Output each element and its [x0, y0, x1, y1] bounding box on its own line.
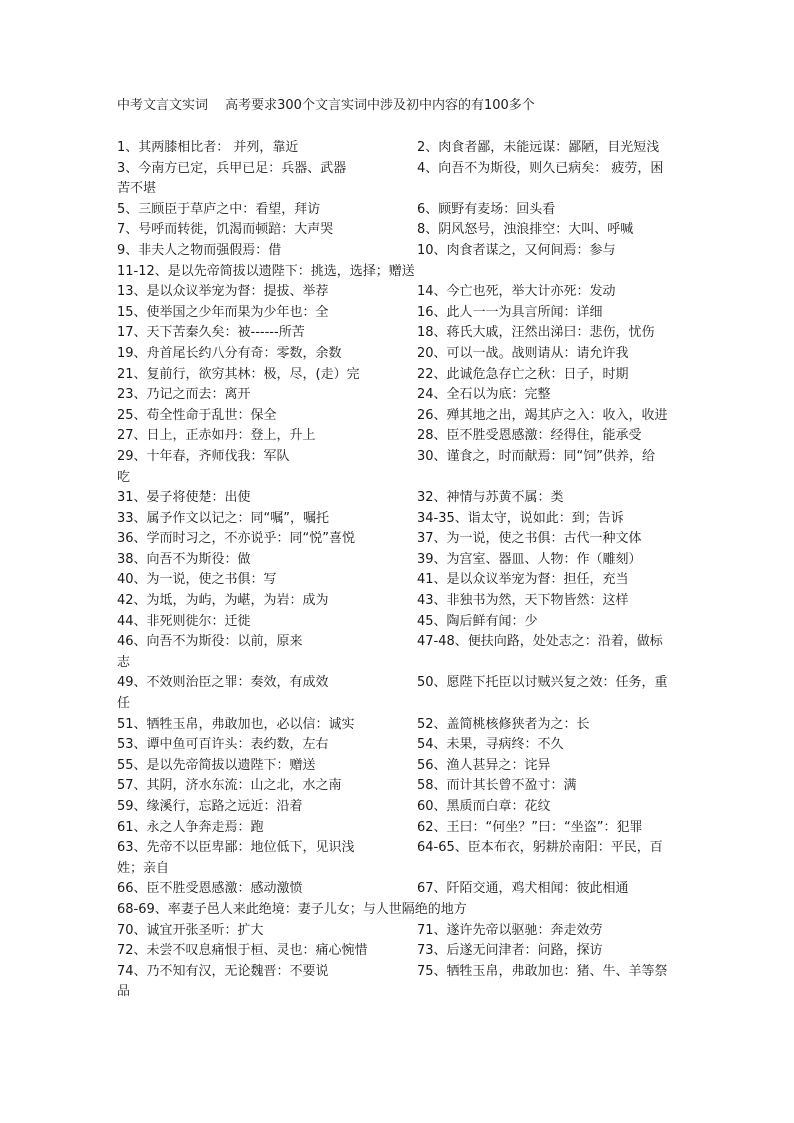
- vocab-entry-left: 55、是以先帝简拔以遗陛下：赠送: [117, 757, 316, 773]
- vocab-row: [117, 735, 689, 756]
- vocab-entry-right: 60、黑质而白章：花纹: [417, 799, 551, 814]
- vocab-entry-left: 66、臣不胜受恩感激：感动激愤: [117, 881, 303, 897]
- vocab-entry-right: 20、可以一战。战则请从：请允许我: [417, 345, 629, 361]
- vocab-entry-left: 7、号呼而转徙，饥渴而顿踣：大声哭: [117, 222, 334, 238]
- vocab-row: [117, 303, 689, 324]
- vocab-entry-continuation: 吃: [117, 469, 131, 485]
- vocab-entry-left: 57、其阴，济水东流：山之北，水之南: [117, 778, 342, 794]
- vocab-row: [117, 159, 689, 200]
- vocab-row: [117, 715, 689, 736]
- vocab-entry-left: 13、是以众议举宠为督：提拔、举荐: [117, 284, 329, 300]
- vocab-entry-left: 63、先帝不以臣卑鄙：地位低下，见识浅: [117, 840, 355, 856]
- vocab-entry-right: 75、牺牲玉帛，弗敢加也：猪、牛、羊等祭: [417, 963, 668, 979]
- vocab-entry-continuation: 任: [117, 696, 131, 712]
- vocab-entry-left: 74、乃不知有汉，无论魏晋：不要说: [117, 963, 329, 979]
- vocab-entry-right: 14、今亡也死，举大计亦死：发动: [417, 284, 616, 300]
- vocab-row: [117, 591, 689, 612]
- vocab-entry-right: 24、全石以为底：完整: [417, 387, 551, 403]
- vocab-entry-right: 62、王曰：“何坐？”曰：“坐盗”：犯罪: [417, 819, 643, 835]
- vocab-entry-left: 53、谭中鱼可百许头：表约数，左右: [117, 737, 329, 753]
- vocab-entry-left: 17、天下苦秦久矣：被------所苦: [117, 325, 305, 341]
- vocab-entry-right: 10、肉食者谋之，又何间焉：参与: [417, 242, 616, 258]
- vocab-entry-continuation: 苦不堪: [117, 181, 157, 197]
- vocab-entry-left: 46、向吾不为斯役：以前，原来: [117, 634, 303, 650]
- vocab-row: [117, 673, 689, 714]
- vocab-row: [117, 509, 689, 530]
- vocab-entry-right: 43、非独书为然，天下物皆然：这样: [417, 593, 629, 609]
- vocab-entry-right: 54、未果，寻病终：不久: [417, 737, 564, 753]
- vocab-entry-left: 31、晏子将使楚：出使: [117, 490, 251, 506]
- vocab-entry-right: 8、阴风怒号，浊浪排空：大叫、呼喊: [417, 222, 634, 238]
- vocab-entry-left: 19、舟首尾长约八分有奇：零数，余数: [117, 345, 342, 361]
- vocab-entry-right: 45、陶后鲜有闻：少: [417, 613, 538, 629]
- vocab-row: [117, 488, 689, 509]
- vocab-row: [117, 220, 689, 241]
- vocab-entry-right: 41、是以众议举宠为督：担任，充当: [417, 572, 629, 588]
- vocab-entry-left: 9、非夫人之物而强假焉：借: [117, 242, 282, 258]
- vocab-entry-left: 33、属予作文以记之：同“嘱”，嘱托: [117, 510, 330, 526]
- vocab-entry-left: 42、为坻，为屿，为嵁，为岩：成为: [117, 593, 329, 609]
- vocab-entry-right: 28、臣不胜受恩感激：经得住，能承受: [417, 428, 642, 444]
- vocab-entry-right: 39、为宫室、器皿、人物：作（雕刻）: [417, 551, 642, 567]
- vocab-entry-left: 23、乃记之而去：离开: [117, 387, 251, 403]
- vocab-entry-right: 64-65、臣本布衣，躬耕於南阳：平民，百: [417, 840, 663, 856]
- vocab-row: [117, 323, 689, 344]
- vocab-row: [117, 447, 689, 488]
- vocab-entry-continuation: 姓；亲自: [117, 860, 170, 876]
- vocab-row: [117, 282, 689, 303]
- vocab-entry-left: 3、今南方已定，兵甲已足：兵器、武器: [117, 160, 347, 176]
- vocab-entry-right: 47-48、便扶向路，处处志之：沿着，做标: [417, 634, 663, 650]
- vocab-entry-left: 70、诚宜开张圣听：扩大: [117, 922, 264, 938]
- vocab-row: [117, 406, 689, 427]
- vocab-entry-left: 40、为一说，使之书俱：写: [117, 572, 277, 588]
- vocab-entry-right: 56、渔人甚异之：诧异: [417, 757, 551, 773]
- vocab-entry-left: 38、向吾不为斯役：做: [117, 551, 251, 567]
- vocab-row: [117, 200, 689, 221]
- vocab-entry-right: 37、为一说，使之书俱：古代一种文体: [417, 531, 642, 547]
- vocab-row: [117, 941, 689, 962]
- vocab-row: [117, 262, 689, 283]
- vocabulary-list: [117, 138, 689, 1003]
- vocab-row: [117, 570, 689, 591]
- vocab-row: [117, 776, 689, 797]
- vocab-entry-right: 73、后遂无问津者：问路，探访: [417, 943, 603, 959]
- vocab-row: [117, 612, 689, 633]
- vocab-row: [117, 756, 689, 777]
- page-title: 中考文言文实词 高考要求300个文言实词中涉及初中内容的有100多个: [117, 98, 535, 113]
- vocab-entry-left: 61、永之人争奔走焉：跑: [117, 819, 264, 835]
- vocab-entry-left: 36、学而时习之，不亦说乎：同“悦”喜悦: [117, 531, 356, 547]
- vocab-entry-left: 5、三顾臣于草庐之中：看望，拜访: [117, 201, 321, 217]
- vocab-row: [117, 962, 689, 1003]
- vocab-entry-full: 11-12、是以先帝简拔以遗陛下：挑选，选择；赠送: [117, 263, 415, 279]
- vocab-entry-right: 26、殚其地之出，竭其庐之入：收入，收进: [417, 407, 668, 423]
- vocab-row: [117, 426, 689, 447]
- vocab-entry-right: 6、顾野有麦场：回头看: [417, 201, 556, 217]
- vocab-entry-right: 30、谨食之，时而献焉：同“饲”供养，给: [417, 448, 656, 464]
- vocab-row: [117, 900, 689, 921]
- vocab-entry-right: 18、蒋氏大戚，汪然出涕曰：悲伤，忧伤: [417, 325, 655, 341]
- vocab-row: [117, 632, 689, 673]
- vocab-entry-left: 1、其两膝相比者： 并列，靠近: [117, 140, 299, 155]
- vocab-row: [117, 138, 689, 159]
- vocab-row: [117, 838, 689, 879]
- vocab-entry-left: 29、十年春，齐师伐我：军队: [117, 448, 290, 464]
- vocab-entry-right: 2、肉食者鄙，未能远谋：鄙陋，目光短浅: [417, 140, 660, 155]
- vocab-entry-left: 72、未尝不叹息痛恨于桓、灵也：痛心惋惜: [117, 943, 368, 959]
- vocab-entry-continuation: 志: [117, 654, 131, 670]
- vocab-row: [117, 550, 689, 571]
- vocab-entry-left: 27、日上，正赤如丹：登上，升上: [117, 428, 316, 444]
- vocab-entry-full: 68-69、率妻子邑人来此绝境：妻子儿女；与人世隔绝的地方: [117, 901, 467, 917]
- vocab-entry-right: 50、愿陛下托臣以讨贼兴复之效：任务，重: [417, 675, 668, 691]
- vocab-entry-right: 32、神情与苏黄不属：类: [417, 490, 564, 506]
- vocab-row: [117, 529, 689, 550]
- vocab-row: [117, 879, 689, 900]
- vocab-entry-right: 67、阡陌交通，鸡犬相闻：彼此相通: [417, 881, 629, 897]
- vocab-entry-left: 15、使举国之少年而果为少年也：全: [117, 304, 329, 320]
- vocab-row: [117, 241, 689, 262]
- vocab-entry-right: 16、此人一一为具言所闻：详细: [417, 304, 603, 320]
- vocab-entry-left: 59、缘溪行，忘路之远近：沿着: [117, 799, 303, 814]
- vocab-entry-right: 58、而计其长曾不盈寸：满: [417, 778, 577, 794]
- vocab-row: [117, 921, 689, 942]
- vocab-entry-left: 51、牺牲玉帛，弗敢加也，必以信：诚实: [117, 716, 355, 732]
- vocab-row: [117, 385, 689, 406]
- vocab-entry-right: 52、盖简桃核修狭者为之：长: [417, 716, 590, 732]
- vocab-row: [117, 365, 689, 386]
- vocab-entry-right: 4、向吾不为斯役，则久已病矣： 疲劳，困: [417, 160, 664, 176]
- vocab-entry-left: 21、复前行，欲穷其林：极，尽，(走）完: [117, 366, 360, 382]
- vocab-entry-left: 44、非死则徙尔：迁徙: [117, 613, 251, 629]
- vocab-entry-continuation: 品: [117, 984, 131, 1000]
- vocab-entry-right: 71、遂许先帝以驱驰：奔走效劳: [417, 922, 603, 938]
- vocab-entry-left: 49、不效则治臣之罪：奏效，有成效: [117, 675, 329, 691]
- vocab-entry-right: 34-35、诣太守，说如此：到；告诉: [417, 510, 624, 526]
- vocab-row: [117, 797, 689, 818]
- vocab-row: [117, 818, 689, 839]
- vocab-row: [117, 344, 689, 365]
- vocab-entry-right: 22、此诚危急存亡之秋：日子，时期: [417, 366, 629, 382]
- vocab-entry-left: 25、苟全性命于乱世：保全: [117, 407, 277, 423]
